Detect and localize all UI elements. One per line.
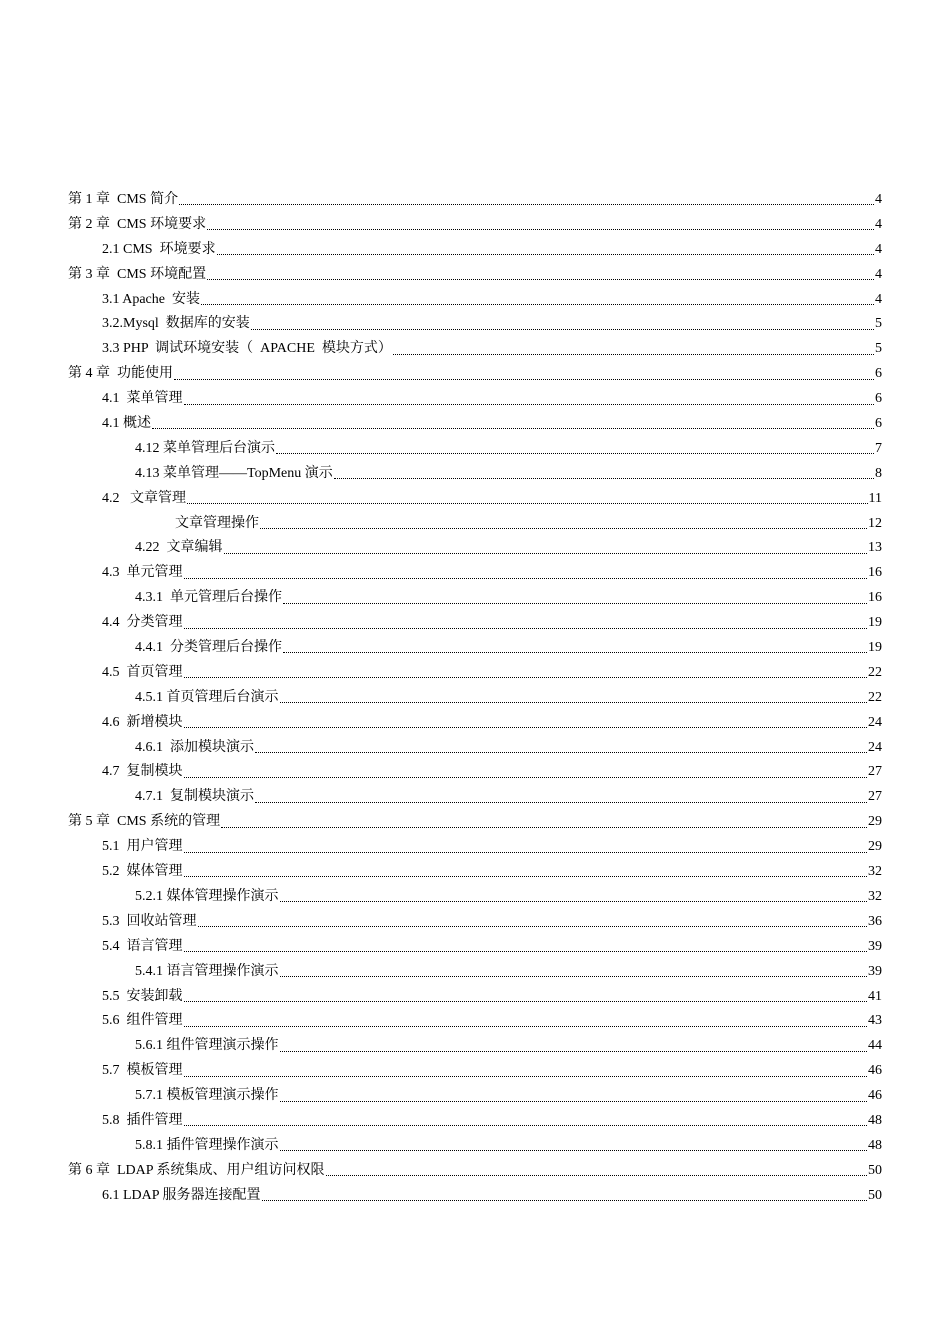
toc-dot-leader: [221, 816, 867, 830]
toc-entry[interactable]: [68, 686, 882, 711]
toc-dot-leader: [184, 666, 868, 680]
toc-entry[interactable]: [68, 462, 882, 487]
toc-dot-leader: [184, 766, 868, 780]
toc-dot-leader: [207, 218, 874, 232]
toc-entry-title: 4.3.1 单元管理后台操作: [135, 590, 282, 606]
toc-dot-leader: [262, 1189, 867, 1203]
toc-entry-page-number: 6: [875, 416, 882, 432]
toc-entry-title: 第 4 章 功能使用: [68, 366, 173, 382]
toc-entry-title: 5.6.1 组件管理演示操作: [135, 1038, 279, 1054]
toc-entry-page-number: 24: [868, 739, 882, 755]
toc-dot-leader: [198, 915, 868, 929]
toc-dot-leader: [184, 393, 875, 407]
toc-entry[interactable]: [68, 512, 882, 537]
toc-entry-title: 6.1 LDAP 服务器连接配置: [102, 1187, 261, 1203]
toc-entry-page-number: 50: [868, 1187, 882, 1203]
toc-dot-leader: [184, 617, 868, 631]
toc-dot-leader: [334, 467, 874, 481]
toc-dot-leader: [280, 1040, 868, 1054]
toc-entry[interactable]: [68, 437, 882, 462]
toc-entry-title: 4.1 概述: [102, 416, 151, 432]
toc-entry-title: 5.7 模板管理: [102, 1063, 183, 1079]
toc-entry-page-number: 43: [868, 1013, 882, 1029]
toc-dot-leader: [184, 940, 868, 954]
toc-entry-page-number: 16: [868, 565, 882, 581]
toc-entry-page-number: 41: [868, 988, 882, 1004]
toc-entry-title: 4.5.1 首页管理后台演示: [135, 689, 279, 705]
toc-entry-title: 4.2 文章管理: [102, 490, 186, 506]
toc-entry[interactable]: [68, 213, 882, 238]
toc-dot-leader: [255, 741, 867, 755]
toc-entry-title: 3.2.Mysql 数据库的安装: [102, 316, 250, 332]
toc-entry-page-number: 44: [868, 1038, 882, 1054]
toc-entry[interactable]: [68, 885, 882, 910]
toc-entry-page-number: 4: [875, 266, 882, 282]
toc-entry-title: 4.12 菜单管理后台演示: [135, 440, 275, 456]
toc-entry-page-number: 4: [875, 241, 882, 257]
toc-dot-leader: [251, 318, 874, 332]
toc-entry[interactable]: [68, 288, 882, 313]
toc-dot-leader: [280, 1139, 868, 1153]
toc-dot-leader: [224, 542, 868, 556]
toc-entry-page-number: 4: [875, 291, 882, 307]
toc-entry-title: 3.3 PHP 调试环境安装（ APACHE 模块方式）: [102, 341, 392, 357]
toc-entry[interactable]: [68, 860, 882, 885]
toc-entry-page-number: 39: [868, 938, 882, 954]
toc-dot-leader: [280, 1090, 868, 1104]
toc-dot-leader: [187, 492, 868, 506]
toc-entry[interactable]: [68, 362, 882, 387]
toc-dot-leader: [276, 442, 874, 456]
toc-entry[interactable]: [68, 238, 882, 263]
toc-entry-page-number: 22: [868, 689, 882, 705]
toc-dot-leader: [184, 841, 868, 855]
toc-entry-page-number: 7: [875, 440, 882, 456]
toc-entry-title: 第 1 章 CMS 简介: [68, 192, 179, 207]
toc-entry-page-number: 19: [868, 640, 882, 656]
toc-entry[interactable]: [68, 1109, 882, 1134]
toc-entry-title: 5.1 用户管理: [102, 839, 183, 855]
toc-dot-leader: [184, 1114, 868, 1128]
toc-entry-page-number: 48: [868, 1112, 882, 1128]
toc-dot-leader: [207, 268, 874, 282]
toc-entry-page-number: 50: [868, 1162, 882, 1178]
toc-entry[interactable]: [68, 1059, 882, 1084]
toc-entry-title: 4.3 单元管理: [102, 565, 183, 581]
toc-dot-leader: [184, 1065, 868, 1079]
toc-entry-page-number: 27: [868, 764, 882, 780]
toc-entry-title: 4.6.1 添加模块演示: [135, 739, 254, 755]
toc-entry-page-number: 27: [868, 789, 882, 805]
toc-entry[interactable]: [68, 985, 882, 1010]
toc-entry[interactable]: [68, 785, 882, 810]
toc-dot-leader: [217, 243, 874, 257]
toc-dot-leader: [260, 517, 867, 531]
toc-entry[interactable]: [68, 1159, 882, 1184]
toc-entry[interactable]: [68, 1184, 882, 1209]
toc-dot-leader: [184, 567, 868, 581]
table-of-contents: [68, 188, 882, 1209]
toc-dot-leader: [184, 716, 868, 730]
toc-entry-page-number: 36: [868, 913, 882, 929]
toc-dot-leader: [280, 890, 868, 904]
toc-entry-title: 4.4.1 分类管理后台操作: [135, 640, 282, 656]
toc-entry-title: 5.6 组件管理: [102, 1013, 183, 1029]
toc-entry-title: 第 3 章 CMS 环境配置: [68, 266, 207, 282]
toc-entry[interactable]: [68, 760, 882, 785]
toc-dot-leader: [280, 965, 868, 979]
toc-entry-title: 4.5 首页管理: [102, 664, 183, 680]
toc-entry[interactable]: [68, 586, 882, 611]
toc-entry-page-number: 46: [868, 1088, 882, 1104]
toc-entry-title: 5.4.1 语言管理操作演示: [135, 963, 279, 979]
toc-entry-title: 文章管理操作: [175, 515, 259, 531]
toc-entry[interactable]: [68, 412, 882, 437]
toc-entry[interactable]: [68, 910, 882, 935]
toc-dot-leader: [174, 368, 874, 382]
toc-entry-page-number: 19: [868, 615, 882, 631]
toc-entry-title: 5.8 插件管理: [102, 1112, 183, 1128]
toc-entry-page-number: 5: [875, 341, 882, 357]
toc-entry-title: 4.22 文章编辑: [135, 540, 223, 556]
toc-entry-page-number: 48: [868, 1137, 882, 1153]
toc-entry-title: 4.1 菜单管理: [102, 391, 183, 407]
toc-entry-title: 4.4 分类管理: [102, 615, 183, 631]
toc-entry-page-number: 5: [875, 316, 882, 332]
toc-entry-page-number: 8: [875, 465, 882, 481]
toc-entry-page-number: 12: [868, 515, 882, 531]
toc-entry-title: 5.7.1 模板管理演示操作: [135, 1088, 279, 1104]
toc-entry-title: 第 6 章 LDAP 系统集成、用户组访问权限: [68, 1162, 325, 1178]
toc-entry[interactable]: [68, 1084, 882, 1109]
toc-dot-leader: [152, 417, 874, 431]
toc-entry-page-number: 6: [875, 366, 882, 382]
toc-dot-leader: [184, 1015, 868, 1029]
toc-dot-leader: [184, 865, 868, 879]
toc-dot-leader: [255, 791, 867, 805]
toc-entry[interactable]: [68, 337, 882, 362]
toc-entry[interactable]: [68, 1009, 882, 1034]
toc-entry[interactable]: [68, 636, 882, 661]
toc-entry[interactable]: [68, 711, 882, 736]
toc-entry-title: 5.4 语言管理: [102, 938, 183, 954]
toc-entry-page-number: 4: [875, 216, 882, 232]
toc-entry-page-number: 13: [868, 540, 882, 556]
toc-entry[interactable]: [68, 1134, 882, 1159]
toc-entry-title: 5.2.1 媒体管理操作演示: [135, 888, 279, 904]
toc-entry-page-number: 46: [868, 1063, 882, 1079]
toc-entry[interactable]: [68, 835, 882, 860]
toc-entry[interactable]: [68, 387, 882, 412]
toc-entry[interactable]: [68, 312, 882, 337]
toc-dot-leader: [184, 990, 868, 1004]
toc-dot-leader: [179, 193, 874, 207]
toc-entry-page-number: 29: [868, 839, 882, 855]
toc-entry-page-number: 39: [868, 963, 882, 979]
toc-entry[interactable]: [68, 935, 882, 960]
toc-entry-title: 第 5 章 CMS 系统的管理: [68, 814, 221, 830]
toc-entry-title: 4.7.1 复制模块演示: [135, 789, 254, 805]
toc-entry[interactable]: [68, 487, 882, 512]
toc-entry-page-number: 22: [868, 664, 882, 680]
toc-entry[interactable]: [68, 188, 882, 213]
toc-entry-page-number: 16: [868, 590, 882, 606]
toc-entry[interactable]: [68, 960, 882, 985]
toc-entry[interactable]: [68, 810, 882, 835]
toc-entry[interactable]: [68, 611, 882, 636]
toc-entry-title: 4.7 复制模块: [102, 764, 183, 780]
toc-entry-page-number: 32: [868, 888, 882, 904]
toc-entry-title: 第 2 章 CMS 环境要求: [68, 216, 207, 232]
toc-entry-page-number: 29: [868, 814, 882, 830]
toc-dot-leader: [201, 293, 874, 307]
toc-entry-page-number: 4: [875, 192, 882, 207]
toc-entry-title: 5.8.1 插件管理操作演示: [135, 1137, 279, 1153]
toc-entry-title: 2.1 CMS 环境要求: [102, 241, 216, 257]
toc-entry-page-number: 24: [868, 714, 882, 730]
toc-entry-title: 5.5 安装卸载: [102, 988, 183, 1004]
toc-entry-page-number: 11: [868, 490, 882, 506]
toc-entry-page-number: 6: [875, 391, 882, 407]
toc-entry[interactable]: [68, 536, 882, 561]
toc-entry[interactable]: [68, 1034, 882, 1059]
toc-entry-page-number: 32: [868, 864, 882, 880]
toc-dot-leader: [393, 343, 874, 357]
toc-dot-leader: [280, 691, 868, 705]
toc-entry[interactable]: [68, 736, 882, 761]
toc-dot-leader: [326, 1164, 867, 1178]
toc-entry[interactable]: [68, 561, 882, 586]
toc-entry-title: 5.3 回收站管理: [102, 913, 197, 929]
toc-entry-title: 4.13 菜单管理——TopMenu 演示: [135, 465, 333, 481]
toc-entry[interactable]: [68, 661, 882, 686]
toc-dot-leader: [283, 641, 867, 655]
toc-dot-leader: [283, 592, 867, 606]
toc-entry[interactable]: [68, 263, 882, 288]
toc-entry-title: 5.2 媒体管理: [102, 864, 183, 880]
toc-entry-title: 4.6 新增模块: [102, 714, 183, 730]
toc-entry-title: 3.1 Apache 安装: [102, 291, 200, 307]
